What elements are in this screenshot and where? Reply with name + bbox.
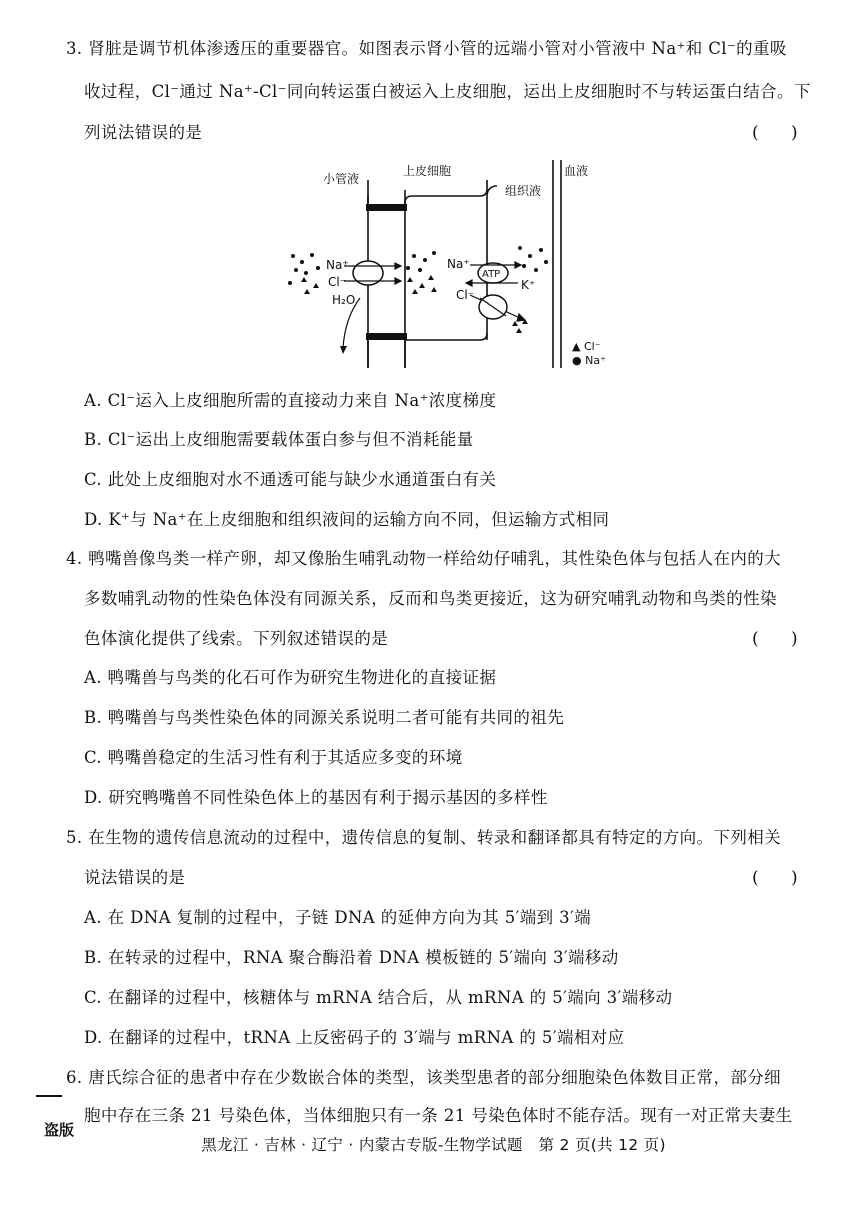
label-epithelial-cell: 上皮细胞	[403, 164, 452, 178]
q4-stem-line-1: 4. 鸭嘴兽像鸟类一样产卵，却又像胎生哺乳动物一样给幼仔哺乳，其性染色体与包括人在内的大	[66, 549, 782, 568]
q4-stem-line-2: 多数哺乳动物的性染色体没有同源关系，反而和鸟类更接近，这为研究哺乳动物和鸟类的性染	[84, 589, 777, 608]
page-footer: 黑龙江 · 吉林 · 辽宁 · 内蒙古专版-生物学试题 第 2 页(共 12 页)	[201, 1136, 666, 1154]
label-atp: ATP	[482, 269, 501, 280]
label-tissue-fluid: 组织液	[505, 184, 542, 198]
q3-answer-bracket: ( )	[752, 123, 798, 143]
q5-option-b: B. 在转录的过程中，RNA 聚合酶沿着 DNA 模板链的 5′端向 3′端移动	[84, 948, 619, 967]
label-cl-right: Cl⁻	[456, 288, 475, 302]
q6-stem-line-2: 胞中存在三条 21 号染色体，当体细胞只有一条 21 号染色体时不能存活。现有一对正常夫妻生	[84, 1106, 793, 1125]
q5-stem-line-2: 说法错误的是	[84, 868, 186, 887]
q4-option-b: B. 鸭嘴兽与鸟类性染色体的同源关系说明二者可能有共同的祖先	[84, 708, 565, 727]
q5-stem-line-1: 5. 在生物的遗传信息流动的过程中，遗传信息的复制、转录和翻译都具有特定的方向。下列相关	[66, 828, 782, 847]
label-na-right: Na⁺	[447, 257, 470, 271]
q4-stem-line-3: 色体演化提供了线索。下列叙述错误的是	[84, 629, 389, 648]
q3-stem-line-3: 列说法错误的是	[84, 123, 203, 142]
q3-option-b: B. Cl⁻运出上皮细胞需要载体蛋白参与但不消耗能量	[84, 430, 474, 449]
q5-option-d: D. 在翻译的过程中，tRNA 上反密码子的 3′端与 mRNA 的 5′端相对应	[84, 1028, 625, 1047]
label-tubule-fluid: 小管液	[323, 172, 360, 186]
q3-option-d: D. K⁺与 Na⁺在上皮细胞和组织液间的运输方向不同，但运输方式相同	[84, 510, 610, 529]
q4-option-d: D. 研究鸭嘴兽不同性染色体上的基因有利于揭示基因的多样性	[84, 788, 548, 807]
q6-stem-line-1: 6. 唐氏综合征的患者中存在少数嵌合体的类型，该类型患者的部分细胞染色体数目正常，部分细	[66, 1068, 782, 1087]
kidney-tubule-diagram	[0, 0, 867, 400]
q3-stem-line-2: 收过程，Cl⁻通过 Na⁺-Cl⁻同向转运蛋白被运入上皮细胞，运出上皮细胞时不与转运蛋白结合。下	[84, 82, 811, 101]
label-h2o: H₂O	[332, 293, 356, 307]
q5-answer-bracket: ( )	[752, 868, 798, 888]
q5-option-a: A. 在 DNA 复制的过程中，子链 DNA 的延伸方向为其 5′端到 3′端	[84, 908, 592, 927]
legend-na: ● Na⁺	[572, 354, 606, 367]
corner-rule	[36, 1095, 62, 1097]
label-k: K⁺	[521, 278, 536, 292]
q5-option-c: C. 在翻译的过程中，核糖体与 mRNA 结合后，从 mRNA 的 5′端向 3′端移动	[84, 988, 673, 1007]
label-cl-left: Cl⁻	[328, 275, 347, 289]
legend-cl: ▲ Cl⁻	[572, 340, 601, 353]
label-blood: 血液	[564, 164, 589, 178]
q4-option-c: C. 鸭嘴兽稳定的生活习性有利于其适应多变的环境	[84, 748, 463, 767]
q3-stem-line-1: 3. 肾脏是调节机体渗透压的重要器官。如图表示肾小管的远端小管对小管液中 Na⁺和 Cl⁻的重吸	[66, 39, 787, 58]
q4-answer-bracket: ( )	[752, 629, 798, 649]
corner-mark: 盗版	[44, 1121, 75, 1139]
q4-option-a: A. 鸭嘴兽与鸟类的化石可作为研究生物进化的直接证据	[84, 668, 497, 687]
label-na-left: Na⁺	[326, 258, 349, 272]
q3-option-a: A. Cl⁻运入上皮细胞所需的直接动力来自 Na⁺浓度梯度	[84, 391, 497, 410]
q3-option-c: C. 此处上皮细胞对水不通透可能与缺少水通道蛋白有关	[84, 470, 497, 489]
